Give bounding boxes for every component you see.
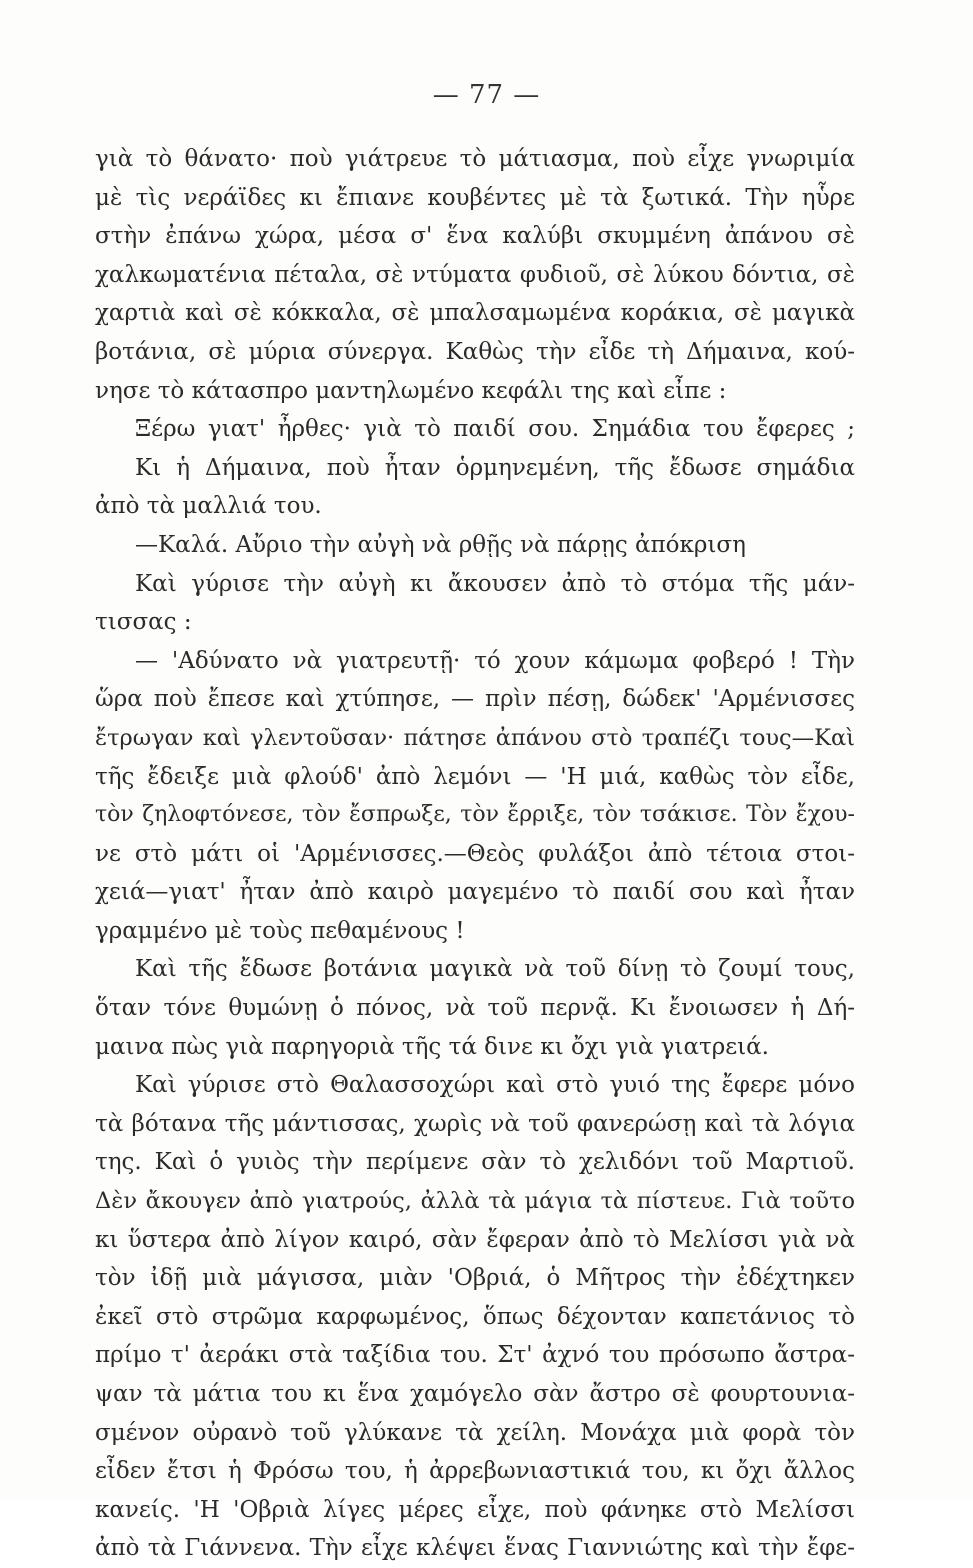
text-line: ψαν τὰ μάτια του κι ἕνα χαμόγελο σὰν ἄστρο σὲ φουρτουνια- [95, 1381, 855, 1407]
text-line: νησε τὸ κάτασπρο μαντηλωμένο κεφάλι της καὶ εἶπε : [95, 377, 727, 404]
text-line: μὲ τὶς νεράϊδες κι ἔπιανε κουβέντες μὲ τὰ ξωτικά. Τὴν ηὗρε [95, 184, 855, 211]
text-line: Καὶ τῆς ἔδωσε βοτάνια μαγικὰ νὰ τοῦ δίνῃ τὸ ζουμί τους, [135, 956, 855, 983]
text-line: βοτάνια, σὲ μύρια σύνεργα. Καθὼς τὴν εἶδε τὴ Δήμαινα, κού- [95, 338, 855, 365]
text-line: τῆς ἔδειξε μιὰ φλούδ' ἀπὸ λεμόνι — 'Η μιά, καθὼς τὸν εἶδε, [95, 763, 855, 790]
text-line: χαλκωματένια πέταλα, σὲ ντύματα φυδιοῦ, σὲ λύκου δόντια, σὲ [95, 261, 855, 288]
text-line: πρίμο τ' ἀεράκι στὰ ταξίδια του. Στ' ἀχνό του πρόσωπο ἄστρα- [95, 1342, 855, 1369]
text-line: μαινα πὼς γιὰ παρηγοριὰ τῆς τά δινε κι ὄχι γιὰ γιατρειά. [95, 1033, 769, 1060]
text-line: της. Καὶ ὁ γυιὸς τὴν περίμενε σὰν τὸ χελιδόνι τοῦ Μαρτιοῦ. [95, 1149, 855, 1176]
text-line: τὸν ἰδῇ μιὰ μάγισσα, μιὰν 'Οβριά, ὁ Μῆτρος τὴν ἐδέχτηκεν [95, 1265, 855, 1292]
text-line: τισσας : [95, 609, 192, 636]
text-line: χαρτιὰ καὶ σὲ κόκκαλα, σὲ μπαλσαμωμένα κοράκια, σὲ μαγικὰ [95, 300, 855, 327]
text-line: ἀπὸ τὰ μαλλιά του. [95, 493, 322, 520]
body-text [95, 140, 855, 1568]
text-line: κι ὕστερα ἀπὸ λίγον καιρό, σὰν ἔφεραν ἀπὸ τὸ Μελίσσι γιὰ νὰ [95, 1226, 855, 1253]
text-line: Δὲν ἄκουγεν ἀπὸ γιατρούς, ἀλλὰ τὰ μάγια τὰ πίστευε. Γιὰ τοῦτο [95, 1188, 855, 1215]
text-line: ἐκεῖ στὸ στρῶμα καρφωμένος, ὅπως δέχονταν καπετάνιος τὸ [95, 1303, 855, 1330]
text-line: στὴν ἐπάνω χώρα, μέσα σ' ἕνα καλύβι σκυμμένη ἀπάνου σὲ [95, 223, 855, 250]
text-line: κανείς. 'Η 'Οβριὰ λίγες μέρες εἶχε, ποὺ φάνηκε στὸ Μελίσσι [95, 1496, 855, 1523]
text-line: ἔτρωγαν καὶ γλεντοῦσαν· πάτησε ἀπάνου στὸ τραπέζι τους—Καὶ [95, 724, 855, 751]
text-line: γιὰ τὸ θάνατο· ποὺ γιάτρευε τὸ μάτιασμα, ποὺ εἶχε γνωριμία [95, 146, 855, 172]
text-line: τὸν ζηλοφτόνεσε, τὸν ἔσπρωξε, τὸν ἔρριξε, τὸν τσάκισε. Τὸν ἔχου- [95, 802, 855, 828]
text-line: γραμμένο μὲ τοὺς πεθαμένους ! [95, 917, 465, 944]
text-line: Καὶ γύρισε τὴν αὐγὴ κι ἄκουσεν ἀπὸ τὸ στόμα τῆς μάν- [135, 570, 855, 597]
text-line: ὅταν τόνε θυμώνῃ ὁ πόνος, νὰ τοῦ περνᾷ. Κι ἔνοιωσεν ἡ Δή- [95, 995, 855, 1022]
page-number: — 77 — [432, 80, 541, 110]
text-line: ἀπὸ τὰ Γιάννενα. Τὴν εἶχε κλέψει ἕνας Γιαννιώτης καὶ τὴν ἔφε- [95, 1535, 855, 1562]
text-line: — 'Αδύνατο νὰ γιατρευτῇ· τό χουν κάμωμα φοβερό ! Τὴν [135, 647, 855, 674]
text-line: τὰ βότανα τῆς μάντισσας, χωρὶς νὰ τοῦ φανερώσῃ καὶ τὰ λόγια [95, 1110, 855, 1137]
text-line: Ξέρω γιατ' ἦρθες· γιὰ τὸ παιδί σου. Σημάδια του ἔφερες ; [135, 416, 855, 443]
text-line: Κι ἡ Δήμαινα, ποὺ ἦταν ὁρμηνεμένη, τῆς ἔδωσε σημάδια [135, 454, 855, 481]
text-line: Καὶ γύρισε στὸ Θαλασσοχώρι καὶ στὸ γυιό της ἔφερε μόνο [135, 1072, 855, 1099]
text-line: νε στὸ μάτι οἱ 'Αρμένισσες.—Θεὸς φυλάξοι ἀπὸ τέτοια στοι- [95, 840, 855, 867]
text-line: χειά—γιατ' ἦταν ἀπὸ καιρὸ μαγεμένο τὸ παιδί σου καὶ ἦταν [95, 879, 855, 906]
text-line: σμένον οὐρανὸ τοῦ γλύκανε τὰ χείλη. Μονάχα μιὰ φορὰ τὸν [95, 1419, 855, 1446]
text-line: —Καλά. Αὔριο τὴν αὐγὴ νὰ ρθῇς νὰ πάρῃς ἀπόκριση [135, 531, 746, 558]
text-line: ὥρα ποὺ ἔπεσε καὶ χτύπησε, — πρὶν πέσῃ, δώδεκ' 'Αρμένισσες [95, 686, 855, 713]
text-line: εἶδεν ἔτσι ἡ Φρόσω του, ἡ ἀρρεβωνιαστικιά του, κι ὄχι ἄλλος [95, 1458, 855, 1485]
